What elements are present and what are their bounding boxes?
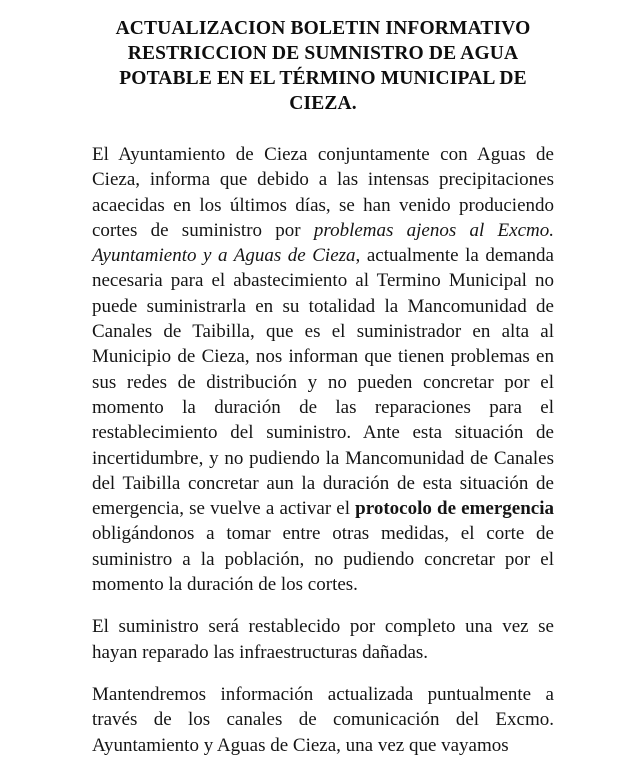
paragraph-1-italic-emphasis: problemas ajenos al Excmo. Ayuntamiento y a Aguas de Cieza xyxy=(92,219,554,267)
page-title-line-2: RESTRICCION DE SUMNISTRO DE AGUA xyxy=(127,43,519,64)
paragraph-3-run-1: Mantendremos información actualizada puntualmente a través de los canales de comunicación del Excmo. Ayuntamiento y Aguas de Cieza, una vez que vayamos xyxy=(92,683,554,756)
page-title xyxy=(92,0,554,116)
page-title-line-4: CIEZA. xyxy=(289,93,357,114)
page-title-line-1: ACTUALIZACION BOLETIN INFORMATIVO xyxy=(115,18,531,39)
body-paragraph-1 xyxy=(92,142,554,597)
paragraph-1-bold-emphasis: protocolo de emergencia xyxy=(355,498,554,520)
document-body xyxy=(92,0,554,758)
paragraph-1-run-5: obligándonos a tomar entre otras medidas, el corte de suministro a la población, no pudiendo concretar por el momento la duración de los cortes. xyxy=(92,523,554,596)
body-paragraph-3 xyxy=(92,682,554,758)
paragraph-1-run-1: El Ayuntamiento de Cieza conjuntamente con Aguas de Cieza, informa que debido a las intensas precipitaciones acaecidas en los últimos días, se han venido produciendo cortes de suministro por xyxy=(92,144,554,241)
page-title-line-3: POTABLE EN EL TÉRMINO MUNICIPAL DE xyxy=(119,68,527,89)
paragraph-2-run-1: El suministro será restablecido por completo una vez se hayan reparado las infraestructuras dañadas. xyxy=(92,616,554,663)
body-paragraph-2 xyxy=(92,614,554,665)
paragraph-1-run-3: , actualmente la demanda necesaria para el abastecimiento al Termino Municipal no puede suministrarla en su totalidad la Mancomunidad de Canales de Taibilla, que es el suministrador en alta al Municipio de Cieza, nos informan que tienen problemas en sus redes de distribución y no pueden concretar por el momento la duración de las reparaciones para el restablecimiento del suministro. Ante esta situación de incertidumbre, y no pudiendo la Mancomunidad de Canales del Taibilla concretar aun la duración de esta situación de emergencia, se vuelve a activar el xyxy=(92,245,554,520)
